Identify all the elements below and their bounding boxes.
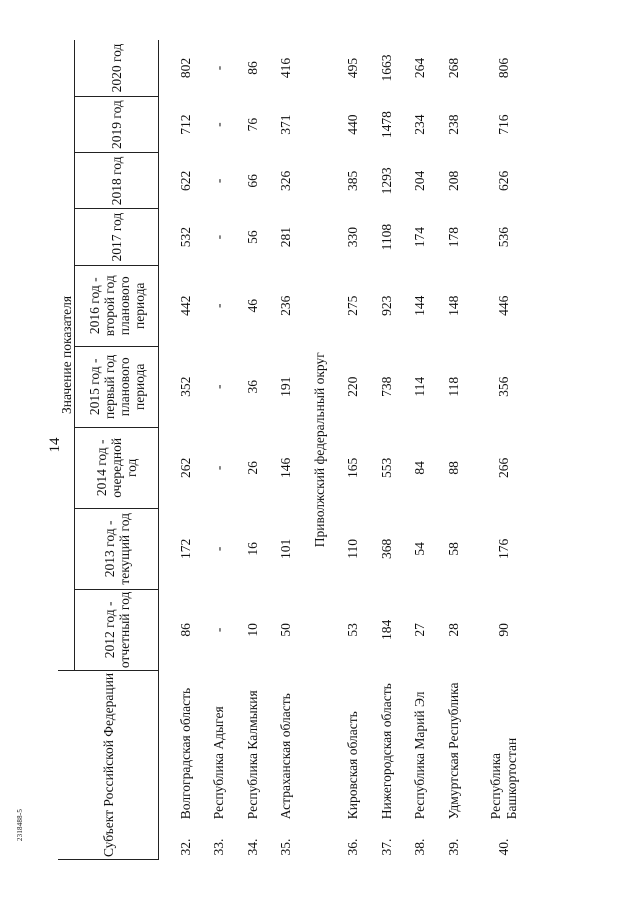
row-number: 34. xyxy=(244,838,260,856)
subject-name: Республика Калмыкия xyxy=(244,690,260,820)
table-row xyxy=(203,40,237,860)
value-cell: 86 xyxy=(177,623,193,637)
value-cell: 66 xyxy=(244,174,260,188)
value-cell: 101 xyxy=(278,538,294,559)
value-cell: - xyxy=(211,546,227,552)
value-cell: 1293 xyxy=(378,167,394,195)
value-cell: 191 xyxy=(278,376,294,397)
value-cell: 178 xyxy=(446,227,462,248)
table-row xyxy=(270,40,304,860)
value-cell: 806 xyxy=(496,57,512,79)
value-cell: 371 xyxy=(278,114,294,135)
value-cell: 923 xyxy=(378,295,394,316)
value-cell: 553 xyxy=(378,457,394,478)
value-cell: 86 xyxy=(244,61,260,75)
value-cell: 88 xyxy=(446,461,462,475)
value-cell: 626 xyxy=(496,170,512,191)
year-header: 2019 год xyxy=(75,96,159,152)
value-cell: 53 xyxy=(345,623,361,637)
table-row xyxy=(471,40,538,860)
value-cell: 275 xyxy=(345,295,361,316)
row-number: 33. xyxy=(211,838,227,856)
table-row xyxy=(337,40,371,860)
subject-name: Нижегородская область xyxy=(378,683,394,820)
value-cell: 238 xyxy=(446,114,462,135)
table-header xyxy=(58,40,159,860)
document-code: 2318488-5 xyxy=(16,808,24,842)
value-cell: 10 xyxy=(244,623,260,637)
value-cell: 264 xyxy=(412,57,428,79)
page-number: 14 xyxy=(47,437,63,453)
value-cell: - xyxy=(211,303,227,309)
value-cell: 84 xyxy=(412,461,428,475)
value-cell: 532 xyxy=(177,227,193,248)
value-cell: 208 xyxy=(446,170,462,191)
row-number: 40. xyxy=(496,838,512,856)
district-heading: Приволжский федеральный округ xyxy=(311,352,327,548)
table-row xyxy=(370,40,404,860)
subject-column-header: Субъект Российской Федерации xyxy=(58,670,159,859)
value-cell: 330 xyxy=(345,227,361,248)
value-cell: 58 xyxy=(446,542,462,556)
indicator-table xyxy=(58,40,538,860)
value-cell: 281 xyxy=(278,227,294,248)
value-cell: 146 xyxy=(278,457,294,478)
value-cell: - xyxy=(211,65,227,71)
value-cell: 114 xyxy=(412,376,428,397)
value-cell: 26 xyxy=(244,461,260,475)
value-cell: 148 xyxy=(446,295,462,316)
value-cell: 236 xyxy=(278,295,294,316)
subject-name: Астраханская область xyxy=(278,693,294,820)
value-cell: 262 xyxy=(177,457,193,478)
value-cell: - xyxy=(211,234,227,240)
value-cell: 738 xyxy=(378,376,394,397)
value-cell: 234 xyxy=(412,114,428,135)
value-cell: - xyxy=(211,627,227,633)
row-number: 38. xyxy=(412,838,428,856)
subject-name: Кировская область xyxy=(345,711,361,820)
value-cell: 802 xyxy=(177,57,193,79)
value-cell: 356 xyxy=(496,376,512,397)
year-header: 2016 год - второй год планового периода xyxy=(75,265,159,346)
subject-name: Республика Адыгея xyxy=(211,706,227,820)
table-row xyxy=(169,40,203,860)
value-cell: 174 xyxy=(412,227,428,248)
value-cell: 446 xyxy=(496,295,512,316)
value-cell: 716 xyxy=(496,114,512,135)
value-cell: 144 xyxy=(412,295,428,316)
table-row xyxy=(236,40,270,860)
value-cell: - xyxy=(211,465,227,471)
value-cell: - xyxy=(211,384,227,390)
year-header: 2012 год - отчетный год xyxy=(75,589,159,670)
row-number: 37. xyxy=(378,838,394,856)
value-cell: 266 xyxy=(496,457,512,478)
indicator-group-header: Значение показателя xyxy=(58,40,75,670)
value-cell: 352 xyxy=(177,376,193,397)
value-cell: 16 xyxy=(244,542,260,556)
row-number: 36. xyxy=(345,838,361,856)
value-cell: 326 xyxy=(278,170,294,191)
subject-name: Волгоградская область xyxy=(177,687,193,820)
value-cell: 440 xyxy=(345,114,361,135)
value-cell: - xyxy=(211,178,227,184)
value-cell: 442 xyxy=(177,295,193,316)
value-cell: 176 xyxy=(496,538,512,559)
value-cell: 416 xyxy=(278,57,294,79)
year-header: 2017 год xyxy=(75,209,159,265)
row-number: 39. xyxy=(446,838,462,856)
value-cell: 1108 xyxy=(378,223,394,251)
value-cell: 110 xyxy=(345,538,361,559)
value-cell: 50 xyxy=(278,623,294,637)
value-cell: 54 xyxy=(412,542,428,556)
value-cell: 46 xyxy=(244,299,260,313)
value-cell: 268 xyxy=(446,57,462,79)
value-cell: 76 xyxy=(244,117,260,132)
year-header: 2018 год xyxy=(75,153,159,209)
table-row xyxy=(404,40,438,860)
subject-name: Удмуртская Республика xyxy=(446,682,462,820)
value-cell: 622 xyxy=(177,170,193,191)
value-cell: 204 xyxy=(412,170,428,191)
table-body xyxy=(159,40,539,860)
value-cell: 165 xyxy=(345,457,361,478)
value-cell: 712 xyxy=(177,114,193,135)
value-cell: 28 xyxy=(446,623,462,637)
value-cell: 36 xyxy=(244,380,260,394)
value-cell: 368 xyxy=(378,538,394,559)
value-cell: 90 xyxy=(496,623,512,637)
value-cell: 220 xyxy=(345,376,361,397)
year-header: 2020 год xyxy=(75,40,159,96)
table-row xyxy=(437,40,471,860)
row-number: 32. xyxy=(177,838,193,856)
district-heading-row xyxy=(303,40,337,860)
row-number: 35. xyxy=(278,838,294,856)
year-header: 2014 год - очередной год xyxy=(75,427,159,508)
value-cell: 172 xyxy=(177,538,193,559)
value-cell: 495 xyxy=(345,57,361,79)
value-cell: 536 xyxy=(496,227,512,248)
value-cell: 118 xyxy=(446,376,462,397)
value-cell: 385 xyxy=(345,170,361,191)
value-cell: 1663 xyxy=(378,54,394,82)
subject-name: Республика Башкортостан xyxy=(488,737,520,820)
value-cell: 184 xyxy=(378,619,394,641)
subject-name: Республика Марий Эл xyxy=(412,691,428,820)
value-cell: 27 xyxy=(412,623,428,637)
value-cell: 1478 xyxy=(378,111,394,139)
indicator-table-container xyxy=(58,40,538,860)
year-header: 2013 год - текущий год xyxy=(75,508,159,589)
value-cell: - xyxy=(211,122,227,127)
year-header: 2015 год - первый год планового периода xyxy=(75,346,159,427)
value-cell: 56 xyxy=(244,230,260,244)
